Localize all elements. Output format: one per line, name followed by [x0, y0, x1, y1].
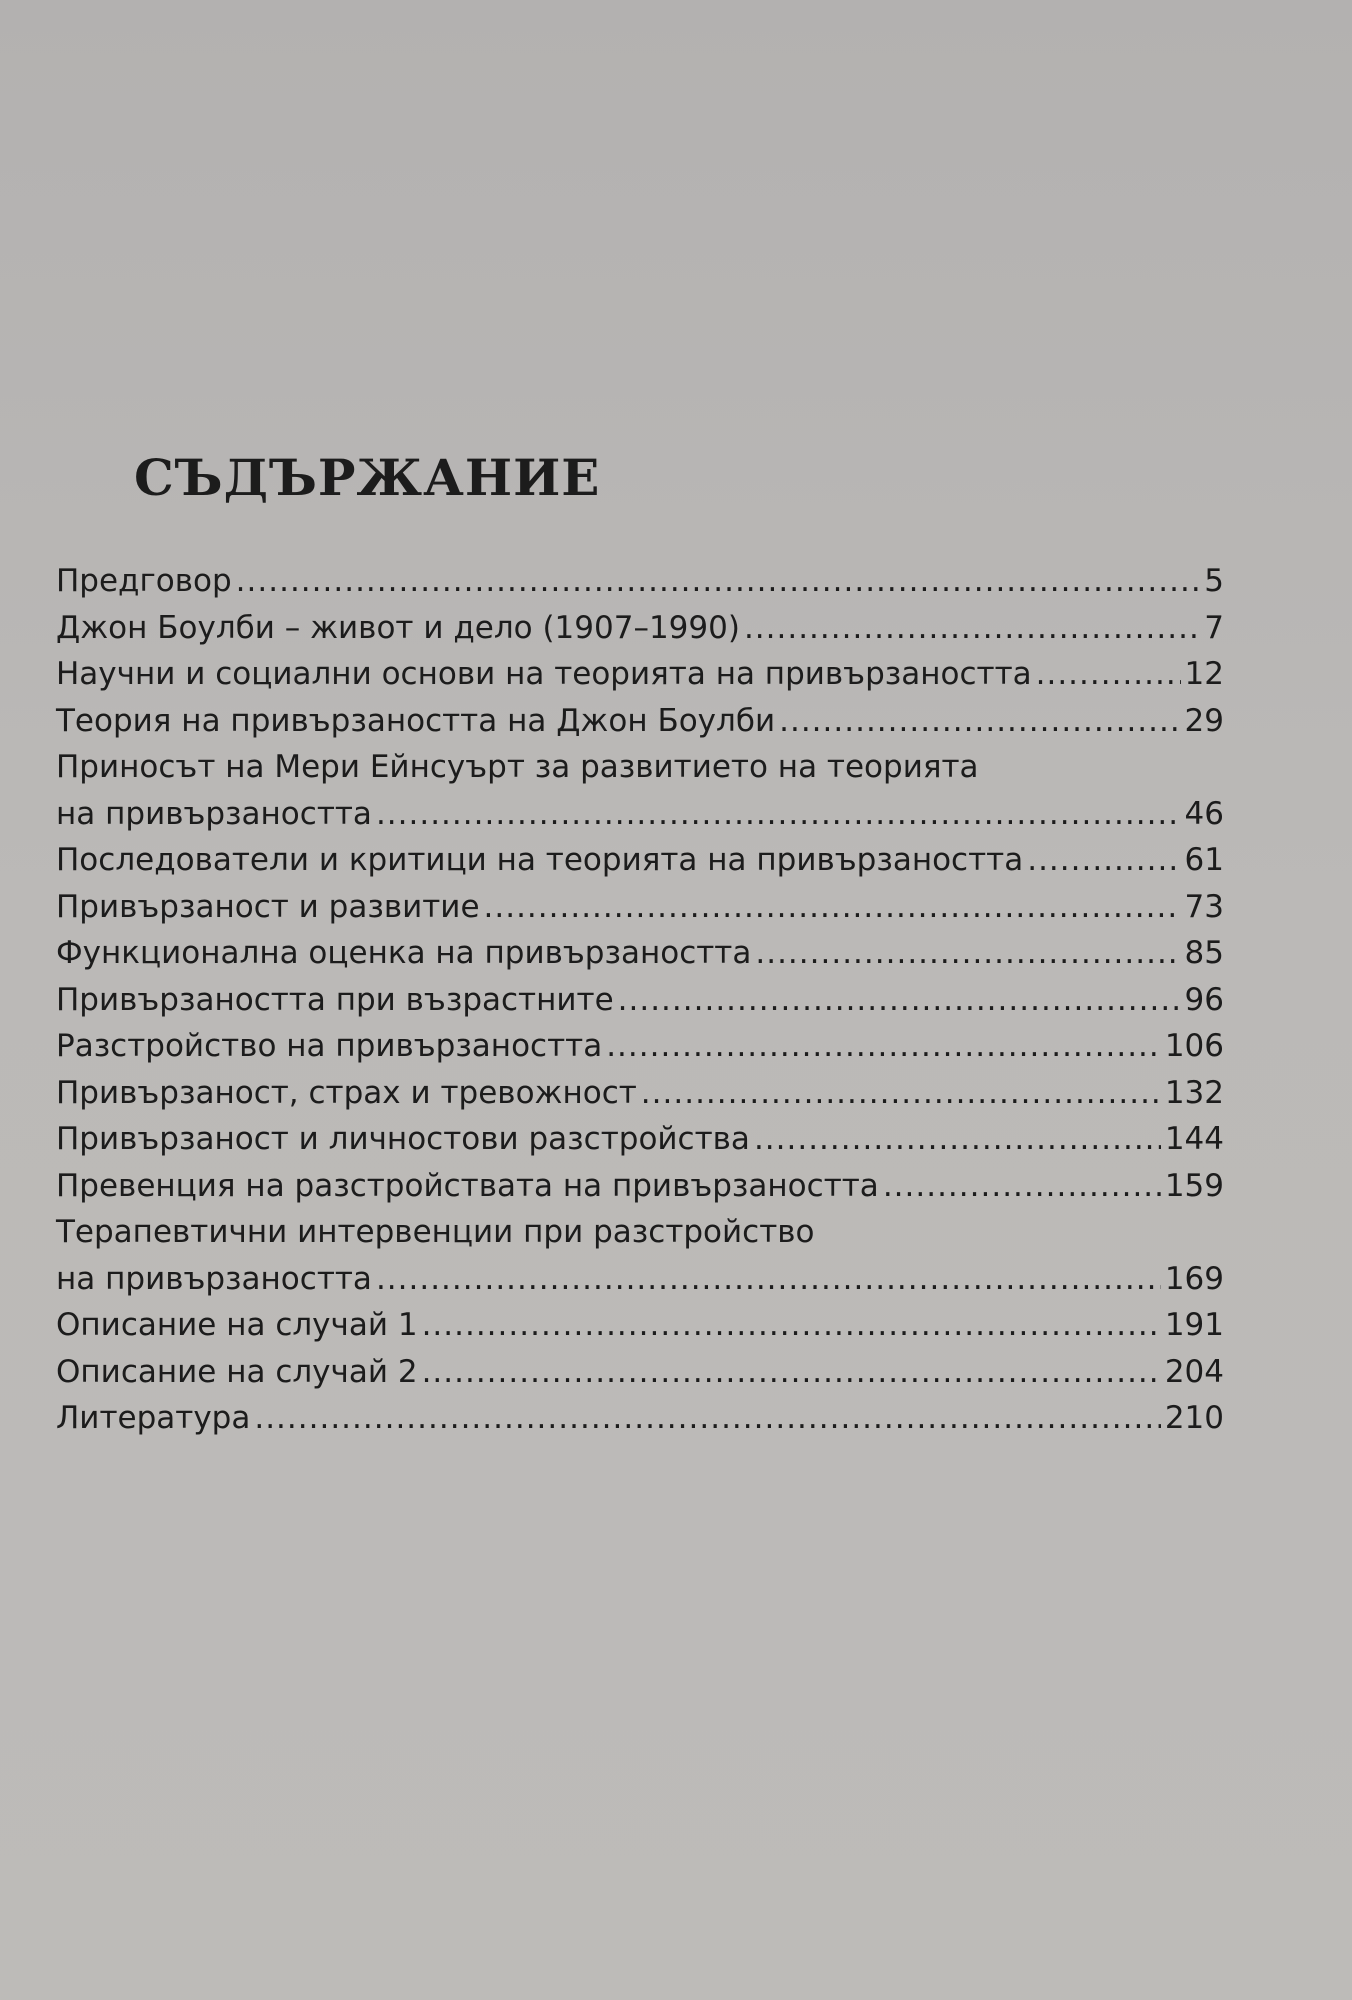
dot-leader [376, 1256, 1161, 1303]
toc-entry-title-line1: Приносът на Мери Ейнсуърт за развитието на теорията [56, 749, 979, 785]
toc-entry [56, 837, 1224, 884]
toc-entry-page: 204 [1164, 1353, 1224, 1390]
toc-entry [56, 884, 1224, 931]
dot-leader [755, 930, 1180, 977]
dot-leader [254, 1395, 1160, 1442]
toc-entry-title: Джон Боулби – живот и дело (1907–1990) [56, 609, 740, 646]
dot-leader [484, 884, 1181, 931]
toc-entry-page: 159 [1164, 1167, 1224, 1204]
dot-leader [1027, 837, 1180, 884]
toc-entry-title: Литература [56, 1400, 251, 1436]
toc-entry-title: на привързаността [56, 795, 372, 832]
dot-leader [641, 1070, 1161, 1117]
toc-entry-page: 191 [1164, 1307, 1224, 1343]
toc-entry-title: на привързаността [56, 1260, 372, 1297]
toc-entry-page: 85 [1184, 935, 1224, 971]
toc-entry [56, 1302, 1224, 1349]
toc-entry [56, 651, 1224, 698]
toc-entry [56, 558, 1224, 605]
toc-entry [56, 1116, 1224, 1163]
toc-entry-page: 7 [1204, 609, 1224, 646]
toc-entry [56, 605, 1224, 652]
toc-entry-title: Привързаност, страх и тревожност [56, 1074, 637, 1111]
toc-entry-title: Предговор [56, 563, 232, 599]
toc-entry-title: Последователи и критици на теорията на привързаността [56, 842, 1024, 878]
toc-entry [56, 698, 1224, 745]
toc-entry [56, 1070, 1224, 1117]
toc-entry [56, 1163, 1224, 1210]
toc-entry-page: 106 [1164, 1028, 1224, 1064]
toc-entry [56, 1395, 1224, 1442]
toc-entry-title: Разстройство на привързаността [56, 1028, 603, 1064]
toc-entry-title: Превенция на разстройствата на привързаността [56, 1167, 879, 1204]
toc-entry-page: 73 [1184, 888, 1224, 925]
dot-leader [754, 1116, 1161, 1163]
toc-entry-title: Теория на привързаността на Джон Боулби [56, 702, 776, 739]
toc-entry-page: 61 [1184, 842, 1224, 878]
dot-leader [1036, 651, 1181, 698]
toc-entry-page: 46 [1184, 795, 1224, 832]
toc-entry [56, 1209, 1224, 1302]
toc-entry [56, 744, 1224, 837]
toc-entry-title: Привързаност и личностови разстройства [56, 1121, 750, 1157]
toc-entry-page: 210 [1164, 1400, 1224, 1436]
toc-entry-page: 144 [1164, 1121, 1224, 1157]
dot-leader [744, 605, 1200, 652]
toc-entry-page: 29 [1184, 702, 1224, 739]
toc-entry [56, 1023, 1224, 1070]
dot-leader [779, 698, 1180, 745]
toc-entry-page: 12 [1184, 656, 1224, 692]
dot-leader [422, 1302, 1161, 1349]
toc-entry-page: 169 [1164, 1260, 1224, 1297]
toc-entry-page: 96 [1184, 981, 1224, 1018]
toc-entry [56, 1349, 1224, 1396]
toc-entry-title: Привързаността при възрастните [56, 981, 614, 1018]
page-title: СЪДЪРЖАНИЕ [134, 448, 601, 507]
toc-entry-page: 5 [1204, 563, 1224, 599]
toc-entry-title: Описание на случай 2 [56, 1353, 418, 1390]
toc-entry-title-line1: Терапевтични интервенции при разстройство [56, 1214, 815, 1250]
toc-entry [56, 930, 1224, 977]
dot-leader [236, 558, 1201, 605]
dot-leader [376, 791, 1181, 838]
toc-entry-title: Описание на случай 1 [56, 1307, 418, 1343]
dot-leader [883, 1163, 1161, 1210]
dot-leader [618, 977, 1181, 1024]
table-of-contents [56, 558, 1224, 1442]
dot-leader [422, 1349, 1161, 1396]
toc-entry-title: Функционална оценка на привързаността [56, 935, 752, 971]
toc-entry-title: Привързаност и развитие [56, 888, 480, 925]
toc-entry [56, 977, 1224, 1024]
toc-entry-title: Научни и социални основи на теорията на привързаността [56, 656, 1032, 692]
dot-leader [606, 1023, 1161, 1070]
toc-entry-page: 132 [1164, 1074, 1224, 1111]
